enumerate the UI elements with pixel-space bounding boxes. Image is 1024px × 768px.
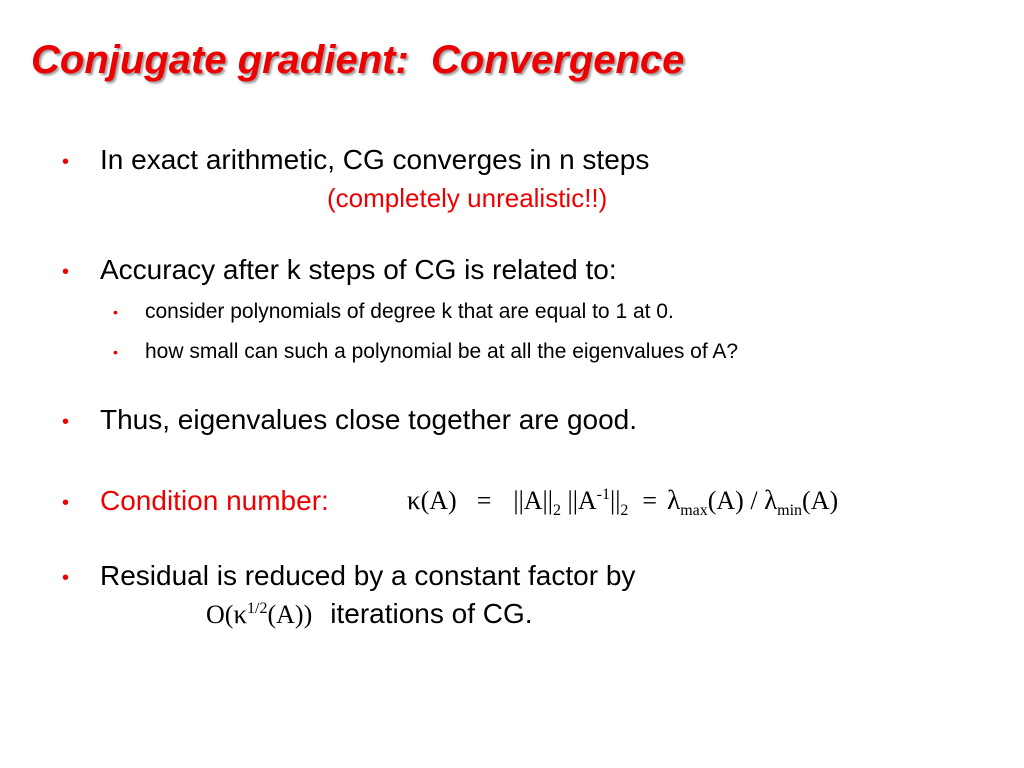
bullet-icon: • (62, 567, 70, 589)
lambda-symbol: λ (667, 485, 681, 515)
bullet-exact-arithmetic: In exact arithmetic, CG converges in n steps (100, 144, 650, 175)
norm-subscript: 2 (552, 502, 561, 519)
bullet-unrealistic-note: (completely unrealistic!!) (327, 183, 608, 213)
slide-title: Conjugate gradient: Convergence (31, 38, 685, 82)
bullet-residual: Residual is reduced by a constant factor by (100, 560, 636, 591)
norm-a-inverse: ||A (567, 486, 597, 515)
big-o-open: O( (206, 600, 234, 629)
norm-a: ||A|| (513, 486, 553, 515)
sub-bullet-eigenvalues-question: how small can such a polynomial be at all the eigenvalues of A? (145, 340, 739, 363)
inverse-exponent: -1 (596, 486, 610, 503)
norm-close: || (610, 486, 621, 515)
bullet-icon: • (62, 492, 70, 514)
big-o-expression (206, 600, 312, 629)
min-subscript: min (777, 502, 803, 519)
equals-sign: = (642, 486, 658, 515)
bullet-eigenvalues-close: Thus, eigenvalues close together are good. (100, 404, 638, 435)
lambda-min-arg: (A) (802, 486, 839, 515)
ratio-text: (A) / (707, 486, 758, 515)
sub-bullet-icon: • (113, 304, 118, 320)
iterations-line (206, 600, 533, 628)
bullet-accuracy: Accuracy after k steps of CG is related to: (100, 254, 617, 285)
bullet-icon: • (62, 261, 70, 283)
big-o-close: (A)) (267, 600, 313, 629)
half-exponent: 1/2 (247, 600, 268, 617)
sub-bullet-icon: • (113, 344, 118, 360)
max-subscript: max (680, 502, 708, 519)
equals-sign: = (476, 486, 492, 515)
iterations-text: iterations of CG. (330, 598, 533, 629)
kappa-symbol: κ (233, 599, 248, 629)
bullet-icon: • (62, 411, 70, 433)
kappa-arg: (A) (420, 486, 457, 515)
norm-subscript: 2 (620, 502, 629, 519)
condition-number-formula (407, 487, 838, 519)
condition-number-label: Condition number: (100, 485, 329, 516)
lambda-symbol: λ (764, 485, 778, 515)
sub-bullet-polynomials: consider polynomials of degree k that are equal to 1 at 0. (145, 300, 674, 323)
bullet-icon: • (62, 151, 70, 173)
kappa-symbol: κ (407, 485, 421, 515)
